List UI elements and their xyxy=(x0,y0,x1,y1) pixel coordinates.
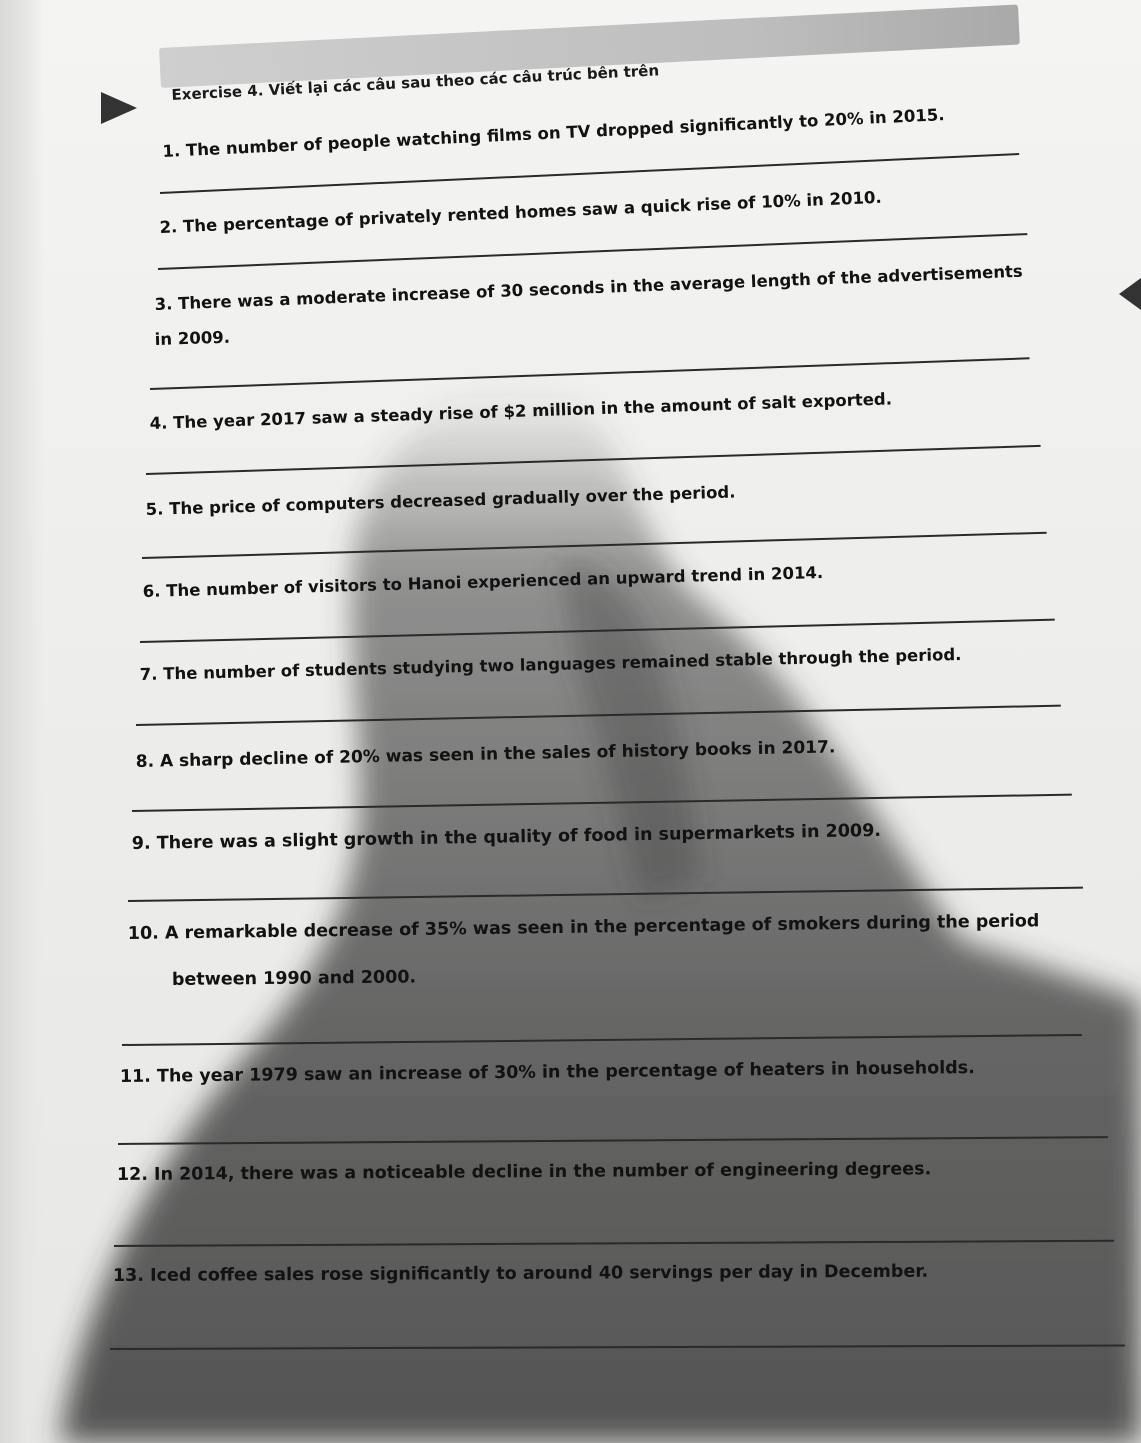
exercise-item-11: 11. The year 1979 saw an increase of 30% in the percentage of heaters in households. xyxy=(119,1058,975,1087)
exercise-item-5: 5. The price of computers decreased gradually over the period. xyxy=(145,482,736,519)
exercise-item-10-continued: between 1990 and 2000. xyxy=(171,967,417,990)
exercise-item-12: 12. In 2014, there was a noticeable decline in the number of engineering degrees. xyxy=(116,1159,932,1185)
exercise-item-9: 9. There was a slight growth in the quality of food in supermarkets in 2009. xyxy=(131,820,882,854)
exercise-item-4: 4. The year 2017 saw a steady rise of $2 million in the amount of salt exported. xyxy=(149,389,893,433)
exercise-item-2: 2. The percentage of privately rented homes saw a quick rise of 10% in 2010. xyxy=(159,187,883,237)
exercise-item-7: 7. The number of students studying two languages remained stable through the period. xyxy=(139,644,962,684)
exercise-item-3-continued: in 2009. xyxy=(154,327,231,349)
exercise-item-13: 13. Iced coffee sales rose significantly to around 40 servings per day in December. xyxy=(112,1261,929,1286)
exercise-item-8: 8. A sharp decline of 20% was seen in the sales of history books in 2017. xyxy=(135,737,836,772)
exercise-title: Exercise 4. Viết lại các câu sau theo các câu trúc bên trên xyxy=(171,61,660,104)
header-arrow-icon xyxy=(101,92,137,124)
exercise-item-10: 10. A remarkable decrease of 35% was seen in the percentage of smokers during the period xyxy=(127,911,1040,944)
margin-arrow-icon xyxy=(1119,278,1141,310)
exercise-item-1: 1. The number of people watching films on TV dropped significantly to 20% in 2015. xyxy=(162,105,945,161)
exercise-item-3: 3. There was a moderate increase of 30 seconds in the average length of the advertisements xyxy=(154,261,1024,314)
exercise-item-6: 6. The number of visitors to Hanoi experienced an upward trend in 2014. xyxy=(142,563,824,601)
